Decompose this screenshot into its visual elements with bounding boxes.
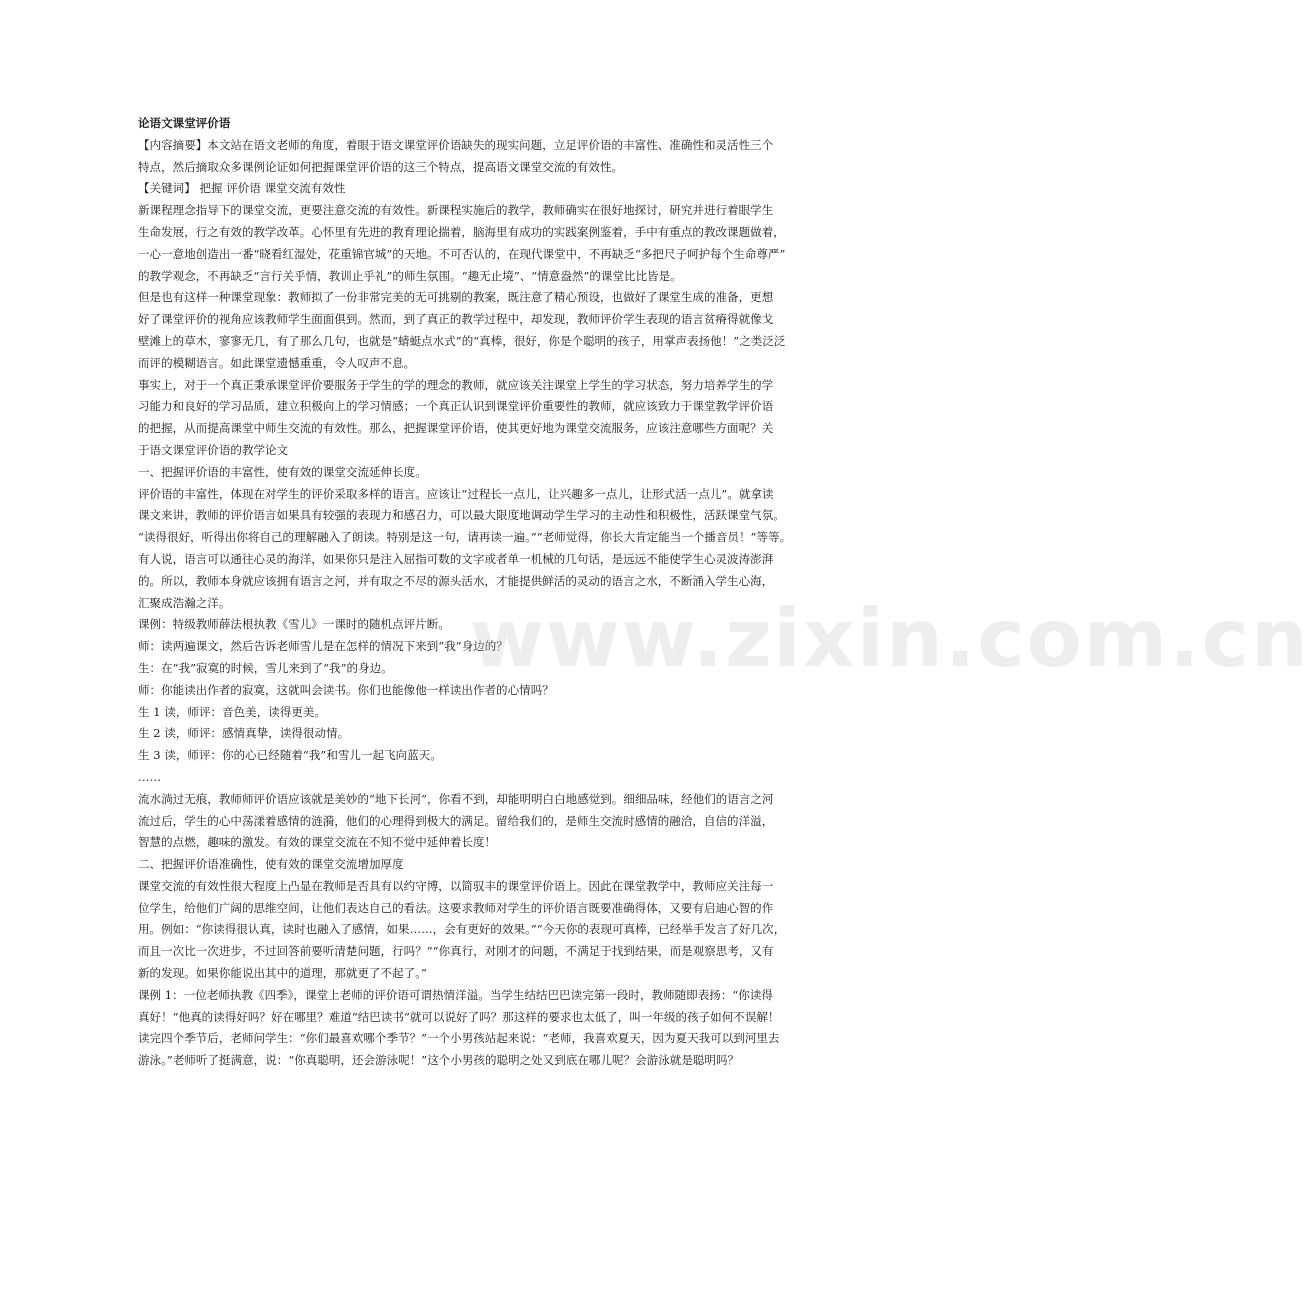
document-line: 习能力和良好的学习品质，建立积极向上的学习情感；一个真正认识到课堂评价重要性的教师，就应该致力于课堂教学评价语 [138, 399, 774, 414]
document-line: 新课程理念指导下的课堂交流，更要注意交流的有效性。新课程实施后的教学，教师确实在很好地探讨，研究并进行着眼学生 [138, 203, 774, 218]
document-line: 生命发展，行之有效的教学改革。心怀里有先进的教育理论揣着，脑海里有成功的实践案例鉴着，手中有重点的教改课题做着， [138, 224, 785, 239]
document-line: “读得很好，听得出你将自己的理解融入了朗读。特别是这一句，请再读一遍。”“老师觉得，你长大肯定能当一个播音员！”等等。 [138, 530, 792, 545]
document-line: 生 2 读，师评：感情真挚，读得很动情。 [138, 726, 350, 741]
document-line: 事实上，对于一个真正秉承课堂评价要服务于学生的学的理念的教师，就应该关注课堂上学生的学习状态，努力培养学生的学 [138, 377, 774, 392]
document-line: 一心一意地创造出一番“晓看红湿处，花重锦官城”的天地。不可否认的，在现代课堂中，不再缺乏“多把尺子呵护每个生命尊严” [138, 246, 786, 261]
watermark: www.zixin.com.cn [470, 592, 1310, 685]
document-line: 有人说，语言可以通往心灵的海洋，如果你只是注入屈指可数的文字或者单一机械的几句话，是远远不能使学生心灵波涛澎湃 [138, 551, 774, 566]
document-line: 生 1 读，师评：音色美，读得更美。 [138, 704, 327, 719]
document-line: 智慧的点燃，趣味的激发。有效的课堂交流在不知不觉中延伸着长度！ [138, 835, 497, 850]
document-line: 的把握，从而提高课堂中师生交流的有效性。那么，把握课堂评价语，使其更好地为课堂交流服务，应该注意哪些方面呢？关 [138, 421, 774, 436]
document-line: 而且一次比一次进步，不过回答前要听清楚问题，行吗？”“你真行，对刚才的问题，不满足于找到结果，而是观察思考，又有 [138, 944, 774, 959]
document-line: 的教学观念，不再缺乏“言行关乎情，教训止乎礼”的师生氛围。“趣无止境”、“情意盎然”的课堂比比皆是。 [138, 268, 682, 283]
document-line: 真好！”他真的读得好吗？好在哪里？难道“结巴读书”就可以说好了吗？那这样的要求也太低了，叫一年级的孩子如何不误解！ [138, 1009, 780, 1024]
document-line: 新的发现。如果你能说出其中的道理，那就更了不起了。” [138, 966, 427, 981]
document-line: 流过后，学生的心中荡漾着感情的涟漪，他们的心理得到极大的满足。留给我们的，是师生交流时感情的融洽，自信的洋溢， [138, 813, 774, 828]
document-line: 课文来讲，教师的评价语言如果具有较强的表现力和感召力，可以最大限度地调动学生学习的主动性和积极性，活跃课堂气氛。 [138, 508, 785, 523]
document-line: 的。所以，教师本身就应该拥有语言之河，并有取之不尽的源头活水，才能提供鲜活的灵动的语言之水，不断涌入学生心海， [138, 573, 774, 588]
document-line: 师：读两遍课文，然后告诉老师雪儿是在怎样的情况下来到“我”身边的？ [138, 639, 508, 654]
document-line: 【关键词】 把握 评价语 课堂交流有效性 [138, 181, 346, 196]
document-line: 课例 1：一位老师执教《四季》，课堂上老师的评价语可谓热情洋溢。当学生结结巴巴读完第一段时，教师随即表扬：“你读得 [138, 987, 773, 1002]
document-line: 而评的模糊语言。如此课堂遗憾重重，令人叹声不息。 [138, 355, 416, 370]
document-line: 一、把握评价语的丰富性，使有效的课堂交流延伸长度。 [138, 464, 427, 479]
document-line: 读完四个季节后，老师问学生：“你们最喜欢哪个季节？”一个小男孩站起来说：“老师，我喜欢夏天，因为夏天我可以到河里去 [138, 1031, 780, 1046]
document-line: 好了课堂评价的视角应该教师学生面面俱到。然而，到了真正的教学过程中，却发现，教师评价学生表现的语言贫瘠得就像戈 [138, 312, 774, 327]
document-body [138, 113, 792, 1072]
document-line: 二、把握评价语准确性，使有效的课堂交流增加厚度 [138, 857, 404, 872]
document-line: 生：在“我”寂寞的时候，雪儿来到了“我”的身边。 [138, 660, 393, 675]
document-line: 流水淌过无痕，教师师评价语应该就是美妙的“地下长河”，你看不到，却能明明白白地感觉到。细细品味，经他们的语言之河 [138, 791, 774, 806]
document-line: 壁滩上的草木，寥寥无几，有了那么几句，也就是“蜻蜓点水式”的“真棒，很好，你是个聪明的孩子，用掌声表扬他！”之类泛泛 [138, 333, 786, 348]
document-line: 特点，然后摘取众多课例论证如何把握课堂评价语的这三个特点，提高语文课堂交流的有效性。 [138, 159, 624, 174]
document-line: 游泳。”老师听了挺满意，说：“你真聪明，还会游泳呢！”这个小男孩的聪明之处又到底在哪儿呢？会游泳就是聪明吗？ [138, 1053, 740, 1068]
document-line: 课例：特级教师薛法根执教《雪儿》一课时的随机点评片断。 [138, 617, 450, 632]
document-title: 论语文课堂评价语 [138, 116, 231, 130]
document-line: 【内容摘要】本文站在语文老师的角度，着眼于语文课堂评价语缺失的现实问题，立足评价语的丰富性、准确性和灵活性三个 [138, 137, 774, 152]
document-line: 但是也有这样一种课堂现象：教师拟了一份非常完美的无可挑剔的教案，既注意了精心预设，也做好了课堂生成的准备，更想 [138, 290, 774, 305]
document-line: 位学生，给他们广阔的思维空间，让他们表达自己的看法。这要求教师对学生的评价语言既要准确得体，又要有启迪心智的作 [138, 900, 774, 915]
document-line: 师：你能读出作者的寂寞，这就叫会读书。你们也能像他一样读出作者的心情吗？ [138, 682, 554, 697]
document-line: 用。例如：“你读得很认真，读时也融入了感情，如果……，会有更好的效果。”“今天你的表现可真棒，已经举手发言了好几次， [138, 922, 786, 937]
document-line: 汇聚成浩瀚之洋。 [138, 595, 231, 610]
document-line: 生 3 读，师评：你的心已经随着“我”和雪儿一起飞向蓝天。 [138, 748, 442, 763]
document-line: 于语文课堂评价语的教学论文 [138, 442, 289, 457]
document-line: 评价语的丰富性，体现在对学生的评价采取多样的语言。应该让“过程长一点儿，让兴趣多一点儿，让形式活一点儿”。就拿读 [138, 486, 774, 501]
document-line: …… [138, 769, 162, 784]
document-line: 课堂交流的有效性很大程度上凸显在教师是否具有以约守博，以简驭丰的课堂评价语上。因此在课堂教学中，教师应关注每一 [138, 878, 774, 893]
